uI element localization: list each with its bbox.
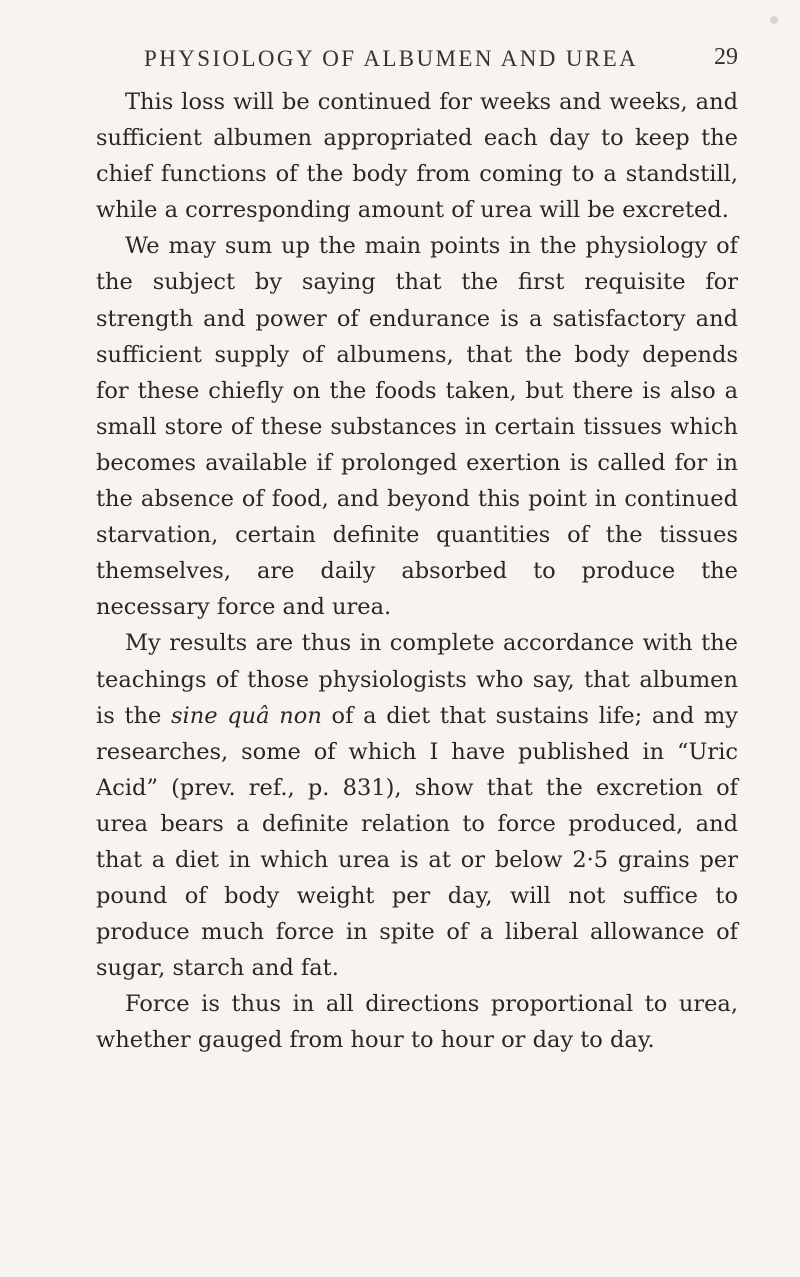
latin-phrase: sine quâ non xyxy=(171,702,322,729)
paragraph-1: This loss will be continued for weeks and weeks, and sufficient albumen appropriated each day to keep the chief functions of the body from coming to a standstill, while a corresponding amount of urea will be excreted. xyxy=(96,89,738,224)
paragraph-3 xyxy=(96,625,738,986)
body-text xyxy=(96,84,738,1059)
paragraph-3-text-a: My results are thus in complete accordance with the teachings of those physiologists who say, that albumen is the xyxy=(96,630,738,729)
paragraph-3-text-b: of a diet that sustains life; and my researches, some of which I have published in “Uric Acid” (prev. ref., p. 831), show that the excretion of urea bears a definite relation to force produced, and that a diet in which urea is at or below 2·5 grains per pound of body weight per day, will not suffice to produce much force in spite of a liberal allowance of sugar, starch and fat. xyxy=(96,702,738,982)
page-mark xyxy=(770,16,778,24)
running-head-title: PHYSIOLOGY OF ALBUMEN AND UREA xyxy=(144,46,639,71)
paragraph-4: Force is thus in all directions proportional to urea, whether gauged from hour to hour or day to day. xyxy=(96,991,738,1054)
running-head xyxy=(96,40,738,80)
paragraph-2: We may sum up the main points in the physiology of the subject by saying that the first requisite for strength and power of endurance is a satisfactory and sufficient supply of albumens, that the body depends for these chiefly on the foods taken, but there is also a small store of these substances in certain tissues which becomes available if prolonged exertion is called for in the absence of food, and beyond this point in continued starvation, certain definite quantities of the tissues themselves, are daily absorbed to produce the necessary force and urea. xyxy=(96,233,738,621)
page-number: 29 xyxy=(714,44,738,70)
